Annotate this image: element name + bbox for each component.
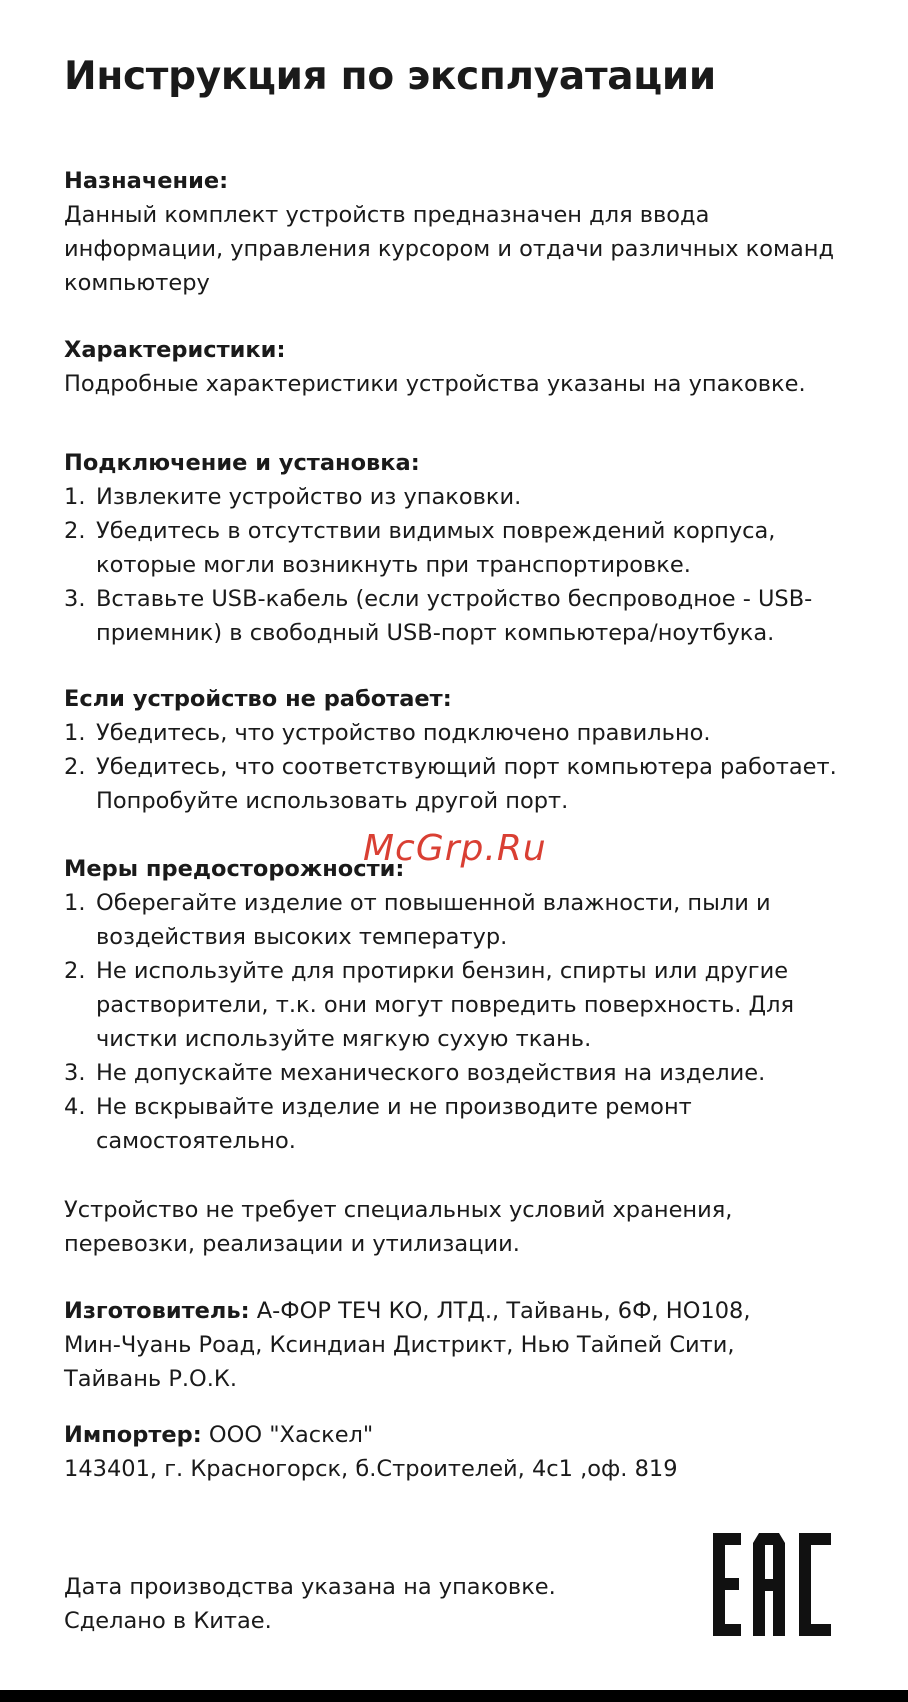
list-item-text: Убедитесь, что устройство подключено правильно. bbox=[96, 720, 711, 746]
page-title: Инструкция по эксплуатации bbox=[64, 54, 716, 99]
importer-address: 143401, г. Красногорск, б.Строителей, 4с1 ,оф. 819 bbox=[64, 1456, 678, 1482]
install-list bbox=[64, 480, 894, 650]
list-item-number: 2. bbox=[64, 518, 86, 544]
list-item bbox=[64, 1090, 756, 1158]
safety-heading: Меры предосторожности: bbox=[64, 856, 405, 882]
list-item-text: Вставьте USB-кабель (если устройство беспроводное - USB-приемник) в свободный USB-порт компьютера/ноутбука. bbox=[96, 586, 813, 646]
list-item-number: 3. bbox=[64, 1060, 86, 1086]
trouble-section bbox=[64, 682, 894, 818]
manufacturer-label: Изготовитель: bbox=[64, 1298, 250, 1324]
storage-section bbox=[64, 1193, 764, 1261]
manufacturer-section bbox=[64, 1294, 784, 1396]
list-item-number: 1. bbox=[64, 890, 86, 916]
trouble-list bbox=[64, 716, 894, 818]
importer-label: Импортер: bbox=[64, 1422, 202, 1448]
list-item-text: Извлеките устройство из упаковки. bbox=[96, 484, 522, 510]
list-item-number: 1. bbox=[64, 484, 86, 510]
list-item-number: 2. bbox=[64, 958, 86, 984]
trouble-heading: Если устройство не работает: bbox=[64, 686, 452, 712]
manufacturer-text: А-ФОР ТЕЧ КО, ЛТД., Тайвань, 6Ф, НО108, Мин-Чуань Роад, Ксиндиан Дистрикт, Нью Тайпей Сити, Тайвань Р.О.К. bbox=[64, 1298, 751, 1392]
importer-section bbox=[64, 1418, 894, 1486]
list-item-number: 2. bbox=[64, 754, 86, 780]
list-item-number: 1. bbox=[64, 720, 86, 746]
list-item-text: Убедитесь в отсутствии видимых повреждений корпуса, которые могли возникнуть при транспортировке. bbox=[96, 518, 776, 578]
production-date-note: Дата производства указана на упаковке. bbox=[64, 1574, 556, 1600]
safety-section bbox=[64, 852, 894, 1158]
specs-text: Подробные характеристики устройства указаны на упаковке. bbox=[64, 371, 806, 397]
list-item-text: Не используйте для протирки бензин, спирты или другие растворители, т.к. они могут повредить поверхность. Для чистки используйте мягкую сухую ткань. bbox=[96, 958, 795, 1052]
watermark-text: McGrp.Ru bbox=[363, 828, 547, 869]
purpose-text: Данный комплект устройств предназначен для ввода информации, управления курсором и отдачи различных команд компьютеру bbox=[64, 202, 835, 296]
list-item bbox=[64, 480, 816, 514]
list-item bbox=[64, 582, 901, 650]
list-item-text: Не вскрывайте изделие и не производите ремонт самостоятельно. bbox=[96, 1094, 692, 1154]
list-item bbox=[64, 1056, 894, 1090]
install-section bbox=[64, 446, 894, 650]
importer-name: ООО "Хаскел" bbox=[208, 1422, 374, 1448]
eac-logo bbox=[713, 1533, 831, 1636]
bottom-border bbox=[0, 1690, 908, 1702]
list-item bbox=[64, 716, 894, 750]
storage-text: Устройство не требует специальных условий хранения, перевозки, реализации и утилизации. bbox=[64, 1197, 733, 1257]
list-item-number: 3. bbox=[64, 586, 86, 612]
purpose-heading: Назначение: bbox=[64, 168, 229, 194]
made-in-note: Сделано в Китае. bbox=[64, 1608, 272, 1634]
list-item bbox=[64, 750, 886, 818]
list-item-text: Убедитесь, что соответствующий порт компьютера работает. Попробуйте использовать другой порт. bbox=[96, 754, 837, 814]
specs-section bbox=[64, 333, 894, 401]
eac-mark-icon bbox=[713, 1533, 831, 1640]
list-item bbox=[64, 954, 816, 1056]
safety-list bbox=[64, 886, 894, 1158]
purpose-section bbox=[64, 164, 894, 300]
list-item-text: Оберегайте изделие от повышенной влажности, пыли и воздействия высоких температур. bbox=[96, 890, 771, 950]
list-item bbox=[64, 886, 816, 954]
list-item-number: 4. bbox=[64, 1094, 86, 1120]
list-item bbox=[64, 514, 816, 582]
specs-heading: Характеристики: bbox=[64, 337, 286, 363]
install-heading: Подключение и установка: bbox=[64, 450, 420, 476]
list-item-text: Не допускайте механического воздействия на изделие. bbox=[96, 1060, 766, 1086]
